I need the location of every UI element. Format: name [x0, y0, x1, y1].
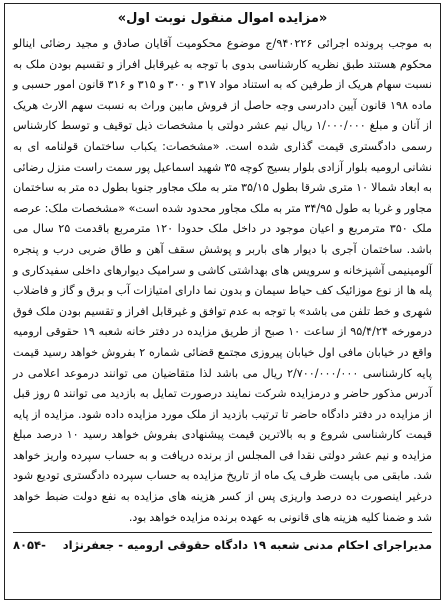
notice-title: «مزایده اموال منقول نوبت اول»: [117, 11, 328, 26]
notice-footer: [13, 536, 432, 554]
notice-signature: مدیراجرای احکام مدنی شعبه ۱۹ دادگاه حقوقی ارومیه - جعفرنژاد: [62, 538, 432, 553]
notice-body: به موجب پرونده اجرائی ۹۴۰۲۲۶/ج موضوع محکومیت آقایان صادق و مجید رضائی اینالو محکوم هستند طبق نظریه کارشناسی بدوی با توجه به غیرقابل افراز و تقسیم بودن ملک به نسبت سهام هریک از طرفین که به استناد مواد ۳۱۷ و ۳۰۰ و ۳۱۵ و ۳۱۶ قانون امور حسبی و ماده ۱۹۸ قانون آیین دادرسی وجه حاصل از فروش مابین وراث به نسبت سهم الارث هریک از آنان و مبلغ ۱/۰۰۰/۰۰۰ ریال نیم عشر دولتی با مشخصات ذیل توقیف و توسط کارشناس رسمی دادگستری قیمت گذاری شده است. «مشخصات: یکباب ساختمان قولنامه ای به نشانی ارومیه بلوار آزادی بلوار بسیج کوچه ۳۵ شهید اسماعیل پور سمت راست منزل رضائی به ابعاد شمالا ۱۰ متری شرقا بطول ۳۵/۱۵ متر به ملک مجاور جنوبا بطول ده متر به ساختمان مجاور و غربا به طول ۳۴/۹۵ متر به ملک مجاور محدود شده است» «مشخصات ملک: عرصه ملک ۳۵۰ مترمربع و اعیان موجود در داخل ملک حدودا ۱۲۰ مترمربع باقدمت ۲۵ سال می باشد. ساختمان آجری با دیوار های باربر و پوشش سقف آهن و طاق ضربی درب و پنجره آلومینیمی آشپزخانه و سرویس های بهداشتی کاشی و سرامیک دیوارهای داخلی سفیدکاری و پله ها از نوع موزائیک کف حیاط سیمان و بدون نما دارای امتیازات آب و برق و گاز و فاضلاب شهری و خط تلفن می باشد» با توجه به عدم توافق و غیرقابل افراز و تقسیم بودن ملک فوق درمورخه ۹۵/۴/۲۴ از ساعت ۱۰ صبح از طریق مزایده در دفتر خانه شعبه ۱۹ حقوقی ارومیه واقع در خیابان مافی اول خیابان پیروزی مجتمع قضائی شماره ۲ بفروش خواهد رسید قیمت پایه کارشناسی ۲/۷۰۰/۰۰۰/۰۰۰ ریال می باشد لذا متقاضیان می توانند درموعد اعلامی در آدرس مذکور حاضر و درمزایده شرکت نمایند درصورت تمایل به بازدید می توانند ۵ روز قبل از مزایده در دفتر دادگاه حاضر تا ترتیب بازدید از ملک مورد مزایده داده شود. مزایده از پایه قیمت کارشناسی شروع و به بالاترین قیمت پیشنهادی بفروش خواهد رسید ۱۰ درصد مبلغ مزایده و نیم عشر دولتی نقدا فی المجلس از برنده دریافت و به حساب سپرده واریز خواهد شد. مابقی می بایست ظرف یک ماه از تاریخ مزایده به حساب سپرده دادگستری تودیع شود درغیر اینصورت ده درصد واریزی پس از کسر هزینه های مزایده به نفع دولت ضبط خواهد شد و ضمنا کلیه هزینه های قانونی به عهده برنده مزایده خواهد بود.: [13, 37, 433, 524]
notice-code: ۸۰۵۴-: [13, 538, 46, 553]
footer-divider: [13, 532, 432, 533]
auction-notice: [4, 3, 441, 600]
